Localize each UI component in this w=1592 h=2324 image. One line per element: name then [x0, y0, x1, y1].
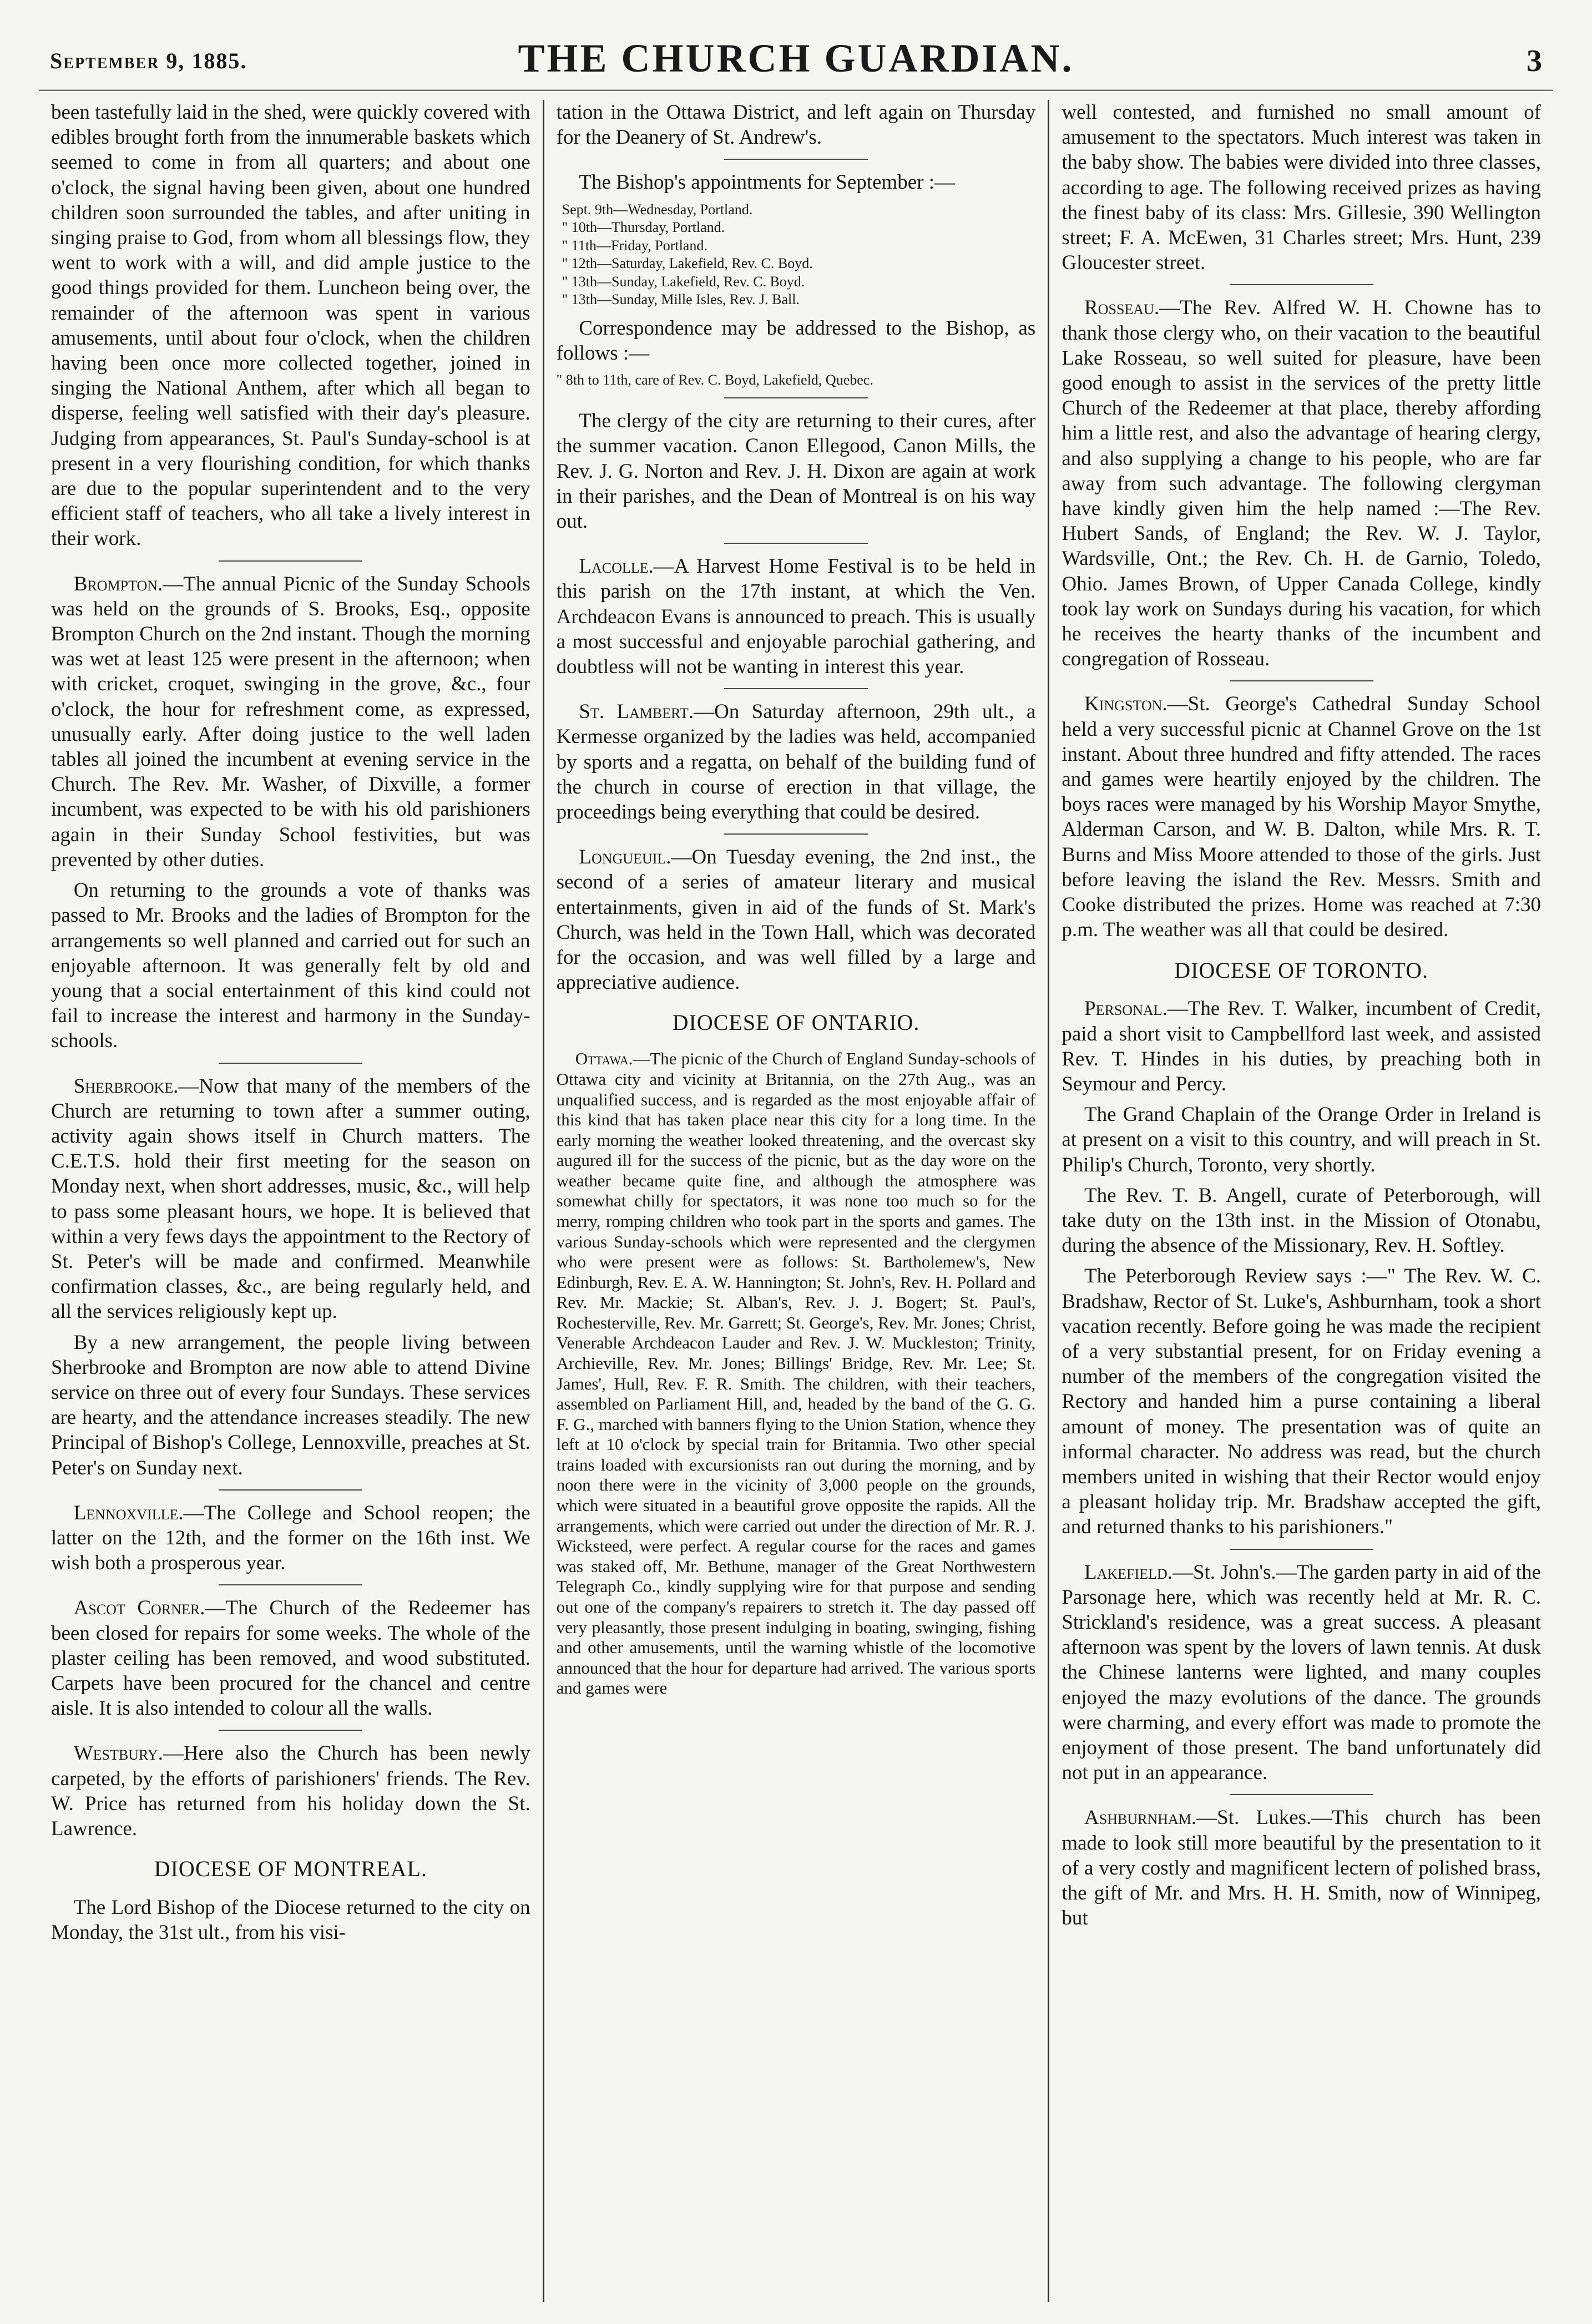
- paragraph: The Bishop's appointments for September :—: [579, 171, 956, 194]
- item-westbury: [51, 1741, 530, 1841]
- schedule-entry: " 11th—Friday, Portland.: [562, 237, 707, 254]
- column-3: [1048, 100, 1553, 2302]
- place-lead: Kingston.: [1084, 693, 1168, 716]
- item-text: —St. Lukes.—This church has been made to look still more beautiful by the presentation to it of a very costly and magnificent lectern of polished brass, the gift of Mr. and Mrs. H. H. Smith, now of Winnipeg, but: [1062, 1806, 1542, 1930]
- item-text: —The picnic of the Church of England Sunday-schools of Ottawa city and vicinity at Britannia, on the 27th Aug., was an unqualified success, and is regarded as the most enjoyable affair of this kind that has taken place near this city for a long time. In the early morning the weather looked threatening, and the overcast sky augured ill for the success of the picnic, but as the day wore on the weather became quite fine, and although the atmosphere was somewhat chilly for spectators, it was none too much so for the merry, romping children who took part in the sports and games. The various Sunday-schools which were represented and the clergymen who were present were as follows: St. Bartholemew's, New Edinburgh, Rev. E. A. W. Hannington; St. John's, Rev. H. Pollard and Rev. Mr. Mackie; St. Alban's, Rev. J. J. Bogert; St. Paul's, Rochesterville, Rev. Mr. Garrett; St. George's, Rev. Mr. Jones; Christ, Venerable Archdeacon Lauder and Rev. J. W. Muckleston; Trinity, Archieville, Rev. Mr. Jones; Billings' Bridge, Rev. Mr. Lee; St. James', Hull, Rev. F. R. Smith. The children, with their teachers, assembled on Parliament Hill, and, headed by the band of the G. G. F. G., marched with banners flying to the Union Station, whence they left at 10 o'clock by special train for Britannia. Two other special trains loaded with excursionists ran out during the morning, and by noon there were in the vicinity of 3,000 people on the grounds, which were situated in a beautiful grove opposite the rapids. All the arrangements, which were carried out under the direction of Mr. R. J. Wicksteed, were perfect. A regular course for the races and games was staked off, Mr. Bethune, manager of the Great Northwestern Telegraph Co., kindly supplying wire for that purpose and sending out one of the company's repairers to stretch it. The day passed off very pleasantly, those present indulging in boating, swinging, fishing and other amusements, until the warning whistle of the locomotive announced that the hour for departure had arrived. The various sports and games were: [556, 1049, 1036, 1698]
- paragraph: The Grand Chaplain of the Orange Order in Ireland is at present on a visit to this country, and will preach in St. Philip's Church, Toronto, very shortly.: [1062, 1103, 1542, 1176]
- separator-rule: [219, 1489, 362, 1491]
- separator-rule: [1230, 284, 1373, 285]
- item-longueuil: [557, 845, 1036, 995]
- place-lead: Ottawa.: [575, 1049, 633, 1069]
- separator-rule: [1230, 680, 1373, 681]
- separator-rule: [724, 833, 868, 835]
- place-lead: St. Lambert.: [579, 700, 694, 724]
- item-ashburnham: [1062, 1805, 1541, 1931]
- paragraph: The Lord Bishop of the Diocese returned to the city on Monday, the 31st ult., from his visi-: [51, 1896, 530, 1944]
- paragraph: On returning to the grounds a vote of thanks was passed to Mr. Brooks and the ladies of Brompton for the arrangements so well planned and carried out for such an enjoyable afternoon. It was generally felt by old and young that a social entertainment of this kind could not fail to increase the interest and harmony in the Sunday-schools.: [51, 879, 530, 1053]
- place-lead: Lacolle.: [579, 555, 654, 578]
- section-heading-toronto: DIOCESE OF TORONTO.: [1174, 957, 1429, 983]
- item-lakefield: [1062, 1560, 1541, 1786]
- separator-rule: [1230, 1549, 1373, 1550]
- separator-rule: [219, 1063, 362, 1064]
- paragraph: Correspondence may be addressed to the Bishop, as follows :—: [556, 316, 1036, 365]
- separator-rule: [219, 560, 362, 562]
- paragraph: well contested, and furnished no small amount of amusement to the spectators. Much interest was taken in the baby show. The babies were divided into three classes, according to age. The following received prizes as having the finest baby of its class: Mrs. Gillesie, 390 Wellington street; F. A. McEwen, 31 Charles street; Mrs. Hunt, 239 Gloucester street.: [1062, 101, 1542, 275]
- place-lead: Ashburnham.: [1084, 1806, 1197, 1830]
- item-text: —St. George's Cathedral Sunday School held a very successful picnic at Channel Grove on the 1st instant. About three hundred and fifty attended. The races and games were heartily enjoyed by the children. The boys races were managed by his Worship Mayor Smythe, Alderman Carson, and W. B. Dalton, while Mrs. R. T. Burns and Miss Moore attended to those of the girls. Just before leaving the island the Rev. Messrs. Smith and Cooke distributed the prizes. Home was reached at 7:30 p.m. The weather was all that could be desired.: [1062, 693, 1542, 942]
- issue-date: September 9, 1885.: [50, 48, 247, 73]
- paragraph: The Rev. T. B. Angell, curate of Peterborough, will take duty on the 13th inst. in the Mission of Otonabu, during the absence of the Missionary, Rev. H. Softley.: [1062, 1184, 1542, 1257]
- place-lead: Longueuil.: [579, 846, 671, 869]
- schedule-entry: " 10th—Thursday, Portland.: [562, 219, 725, 236]
- item-rosseau: [1062, 295, 1541, 671]
- paragraph: By a new arrangement, the people living between Sherbrooke and Brompton are now able to attend Divine service on three out of every four Sundays. These services are hearty, and the attendance increases steadily. The new Principal of Bishop's College, Lennoxville, preaches at St. Peter's on Sunday next.: [51, 1331, 530, 1479]
- place-lead: Sherbrooke.: [73, 1074, 179, 1098]
- item-text: —A Harvest Home Festival is to be held in this parish on the 17th instant, at which the Ven. Archdeacon Evans is announced to preach. This is usually a most successful and enjoyable parochial gathering, and doubtless will not be wanting in interest this year.: [556, 555, 1036, 679]
- section-heading-ontario: DIOCESE OF ONTARIO.: [672, 1010, 920, 1035]
- separator-rule: [724, 688, 868, 689]
- item-text: —The Rev. Alfred W. H. Chowne has to thank those clergy who, on their vacation to the beautiful Lake Rosseau, so well suited for pleasure, have been good enough to assist in the services of the pretty little Church of the Redeemer at that place, thereby affording him a little rest, and also the advantage of hearing clergy, and also supplying a change to his people, who are far away from such advantage. The following clergyman have kindly given him the help named :—The Rev. Hubert Sands, of England; the Rev. W. J. Taylor, Wardsville, Ont.; the Rev. Ch. H. de Garnio, Toledo, Ohio. James Brown, of Upper Canada College, kindly took lay work on Sundays during his vacation, for which he receives the hearty thanks of the incumbent and congregation of Rosseau.: [1062, 296, 1542, 671]
- column-2: [543, 100, 1048, 2302]
- item-text: —On Tuesday evening, the 2nd inst., the second of a series of amateur literary and musical entertainments, given in aid of the funds of St. Mark's Church, was held in the Town Hall, which was decorated for the occasion, and was well filled by a large and appreciative audience.: [556, 846, 1036, 994]
- place-lead: Westbury.: [73, 1742, 163, 1765]
- item-sherbrooke: [51, 1074, 530, 1325]
- item-st-lambert: [557, 699, 1036, 825]
- separator-rule: [724, 397, 868, 398]
- schedule-entry: " 13th—Sunday, Lakefield, Rev. C. Boyd.: [562, 273, 805, 290]
- masthead: [39, 22, 1553, 91]
- article-columns: [39, 100, 1553, 2302]
- item-personal: [1062, 996, 1541, 1097]
- paragraph: tation in the Ottawa District, and left again on Thursday for the Deanery of St. Andrew's.: [556, 101, 1036, 149]
- place-lead: Lennoxville.: [73, 1501, 184, 1524]
- newspaper-title: THE CHURCH GUARDIAN.: [518, 36, 1074, 80]
- separator-rule: [724, 159, 868, 160]
- item-text: —Now that many of the members of the Church are returning to town after a summer outing, activity again shows itself in Church matters. The C.E.T.S. hold their first meeting for the season on Monday next, when short addresses, music, &c., will help to pass some pleasant hours, we hope. It is believed that within a very fews days the appointment to the Rectory of St. Peter's will be made and confirmed. Meanwhile confirmation classes, &c., are being regularly held, and all the services religiously kept up.: [51, 1074, 530, 1323]
- item-lennoxville: [51, 1501, 530, 1576]
- schedule-entry: Sept. 9th—Wednesday, Portland.: [562, 201, 753, 218]
- column-1: [39, 100, 543, 2302]
- bishop-schedule: [557, 201, 1036, 309]
- item-text: —On Saturday afternoon, 29th ult., a Kermesse organized by the ladies was held, accompanied by sports and a regatta, on behalf of the building fund of the church in course of erection in that village, the proceedings being everything that could be desired.: [556, 700, 1036, 824]
- section-heading-montreal: DIOCESE OF MONTREAL.: [154, 1856, 427, 1882]
- item-brompton: [51, 572, 530, 872]
- schedule-entry: " 12th—Saturday, Lakefield, Rev. C. Boyd.: [562, 255, 813, 272]
- place-lead: Ascot Corner.: [73, 1597, 205, 1620]
- item-text: —The Rev. T. Walker, incumbent of Credit, paid a short visit to Campbellford last week, and assisted Rev. T. Hindes in his duties, by preaching both in Seymour and Percy.: [1062, 997, 1542, 1095]
- separator-rule: [1230, 1794, 1373, 1795]
- separator-rule: [219, 1584, 362, 1585]
- schedule-entry: " 13th—Sunday, Mille Isles, Rev. J. Ball.: [562, 291, 800, 308]
- paragraph: The clergy of the city are returning to their cures, after the summer vacation. Canon Ellegood, Canon Mills, the Rev. J. G. Norton and Rev. J. H. Dixon are again at work in their parishes, and the Dean of Montreal is on his way out.: [556, 410, 1036, 533]
- item-text: —The annual Picnic of the Sunday Schools was held on the grounds of S. Brooks, Esq., opposite Brompton Church on the 2nd instant. Though the morning was wet at least 125 were present in the afternoon; when with cricket, croquet, swinging in the grove, &c., four o'clock, the hour for refreshment come, as expressed, unusually early. After doing justice to the well laden tables all joined the incumbent at evening service in the Church. The Rev. Mr. Washer, of Dixville, a former incumbent, was expected to be with his old parishioners again in their Sunday School festivities, but was prevented by other duties.: [51, 572, 530, 871]
- place-lead: Brompton.: [73, 572, 163, 595]
- address-note: " 8th to 11th, care of Rev. C. Boyd, Lakefield, Quebec.: [556, 372, 873, 388]
- item-text: —The Church of the Redeemer has been closed for repairs for some weeks. The whole of the plaster ceiling has been removed, and wood substituted. Carpets have been procured for the chancel and centre aisle. It is also intended to colour all the walls.: [51, 1597, 530, 1720]
- place-lead: Rosseau.: [1084, 296, 1160, 320]
- place-lead: Lakefield.: [1084, 1560, 1172, 1584]
- item-ascot-corner: [51, 1595, 530, 1721]
- separator-rule: [219, 1730, 362, 1731]
- separator-rule: [724, 543, 868, 544]
- page-number: 3: [1527, 44, 1542, 78]
- paragraph: The Peterborough Review says :—" The Rev. W. C. Bradshaw, Rector of St. Luke's, Ashburnham, took a short vacation recently. Before going he was made the recipient of a very substantial present, for on Friday evening a number of the members of the congregation visited the Rectory and handed him a purse containing a liberal amount of money. The presentation was of quite an informal character. No address was read, but the church members united in wishing that their Rector would enjoy a pleasant holiday trip. Mr. Bradshaw accepted the gift, and returned thanks to his parishioners.": [1062, 1265, 1542, 1539]
- place-lead: Personal.: [1084, 997, 1168, 1020]
- item-text: —Here also the Church has been newly carpeted, by the efforts of parishioners' friends. The Rev. W. Price has returned from his holiday down the St. Lawrence.: [51, 1742, 530, 1840]
- item-text: —The College and School reopen; the latter on the 12th, and the former on the 16th inst. We wish both a prosperous year.: [51, 1501, 530, 1575]
- item-text: —St. John's.—The garden party in aid of the Parsonage here, which was recently held at Mr. R. C. Strickland's residence, was a great success. A pleasant afternoon was spent by the lovers of lawn tennis. At dusk the Chinese lanterns were lighted, and many couples enjoyed the mazy evolutions of the dance. The grounds were charming, and every effort was made to promote the enjoyment of those present. The band unfortunately did not put in an appearance.: [1062, 1560, 1542, 1785]
- item-kingston: [1062, 691, 1541, 942]
- item-ottawa: [557, 1049, 1036, 1699]
- paragraph: been tastefully laid in the shed, were quickly covered with edibles brought forth from the innumerable baskets which seemed to come in from all quarters; and about one o'clock, the signal having been given, about one hundred children soon surrounded the tables, and after uniting in singing praise to God, from whom all blessings flow, they went to work with a will, and did ample justice to the good things provided for them. Luncheon being over, the remainder of the afternoon was spent in various amusements, until about four o'clock, when the children having been once more collected together, joined in singing the National Anthem, after which all began to disperse, feeling well satisfied with their day's pleasure. Judging from appearances, St. Paul's Sunday-school is at present in a very flourishing condition, for which thanks are due to the popular superintendent and to the very efficient staff of teachers, who all take a lively interest in their work.: [51, 101, 530, 550]
- item-lacolle: [557, 554, 1036, 679]
